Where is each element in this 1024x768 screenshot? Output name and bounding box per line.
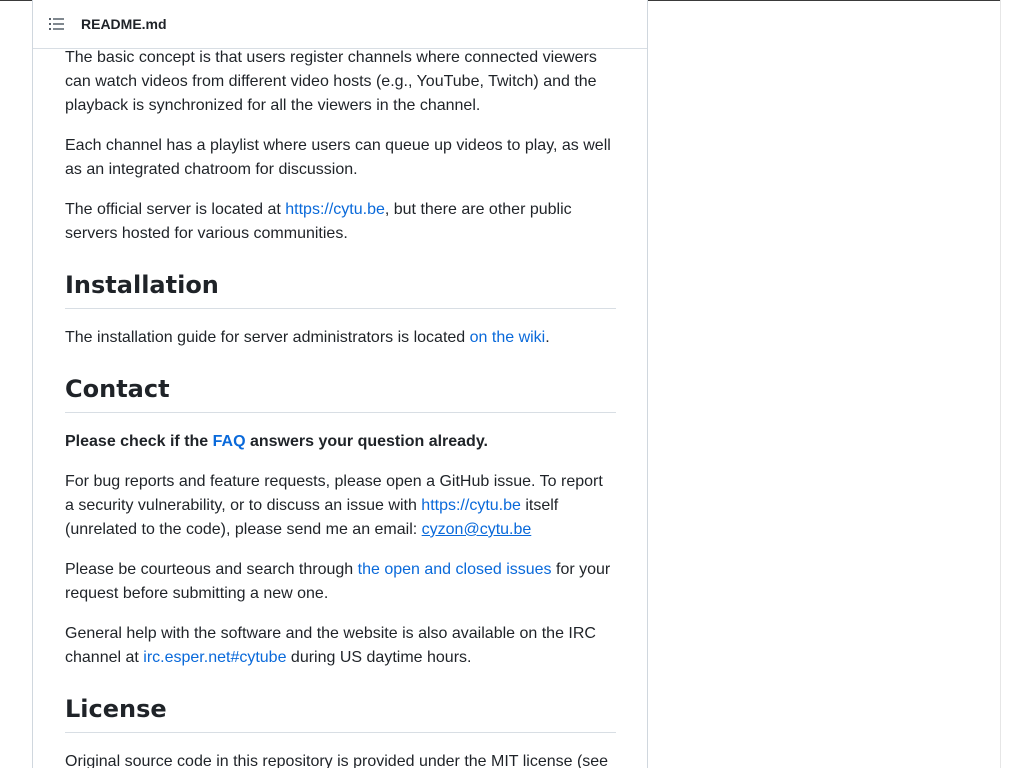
license-paragraph: Original source code in this repository is provided under the MIT license (see	[65, 753, 609, 768]
email-link[interactable]: cyzon@cytu.be	[421, 521, 532, 538]
readme-panel	[32, 0, 648, 768]
playlist-paragraph: Each channel has a playlist where users can queue up videos to play, as well as an integrated chatroom for discussion.	[65, 137, 611, 178]
wiki-link[interactable]: on the wiki	[469, 329, 546, 346]
installation-heading: Installation	[65, 270, 616, 309]
install-text-pre: The installation guide for server administrators is located	[65, 329, 470, 346]
courteous-text-post: for your request before submitting a new one.	[65, 561, 611, 602]
courteous-text-pre: Please be courteous and search through	[65, 561, 358, 578]
server-paragraph	[65, 198, 616, 246]
faq-text-pre: Please check if the	[65, 433, 213, 450]
readme-header	[33, 0, 647, 49]
cytube-link-2[interactable]: https://cytu.be	[421, 497, 521, 514]
courteous-paragraph	[65, 558, 616, 606]
cytube-link[interactable]: https://cytu.be	[285, 201, 385, 218]
intro-paragraph: The basic concept is that users register channels where connected viewers can watch videos from different video hosts (e.g., YouTube, Twitch) and the playback is synchronized for all the viewers in the channel.	[65, 49, 597, 114]
install-paragraph	[65, 326, 616, 350]
install-text-post: .	[545, 329, 550, 346]
window-right-border	[1000, 0, 1001, 768]
license-heading: License	[65, 694, 616, 733]
irc-text-post: during US daytime hours.	[286, 649, 472, 666]
irc-text-pre: General help with the software and the website is also available on the IRC channel at	[65, 625, 596, 666]
irc-paragraph	[65, 622, 616, 670]
readme-title: README.md	[81, 16, 167, 32]
server-text-pre: The official server is located at	[65, 201, 286, 218]
bug-report-paragraph	[65, 470, 616, 542]
server-text-post: , but there are other public servers hosted for various communities.	[65, 201, 572, 242]
faq-text-post: answers your question already.	[245, 433, 488, 450]
readme-body	[33, 46, 647, 768]
issues-link[interactable]: the open and closed issues	[357, 561, 552, 578]
contact-heading: Contact	[65, 374, 616, 413]
bug-text-pre: For bug reports and feature requests, please open a GitHub issue. To report a security vulnerability, or to discuss an issue with	[65, 473, 603, 514]
irc-link[interactable]: irc.esper.net#cytube	[143, 649, 287, 666]
bug-text-mid: itself (unrelated to the code), please send me an email:	[65, 497, 559, 538]
faq-paragraph	[65, 430, 616, 454]
list-unordered-icon[interactable]	[49, 17, 65, 31]
faq-link[interactable]: FAQ	[212, 433, 246, 450]
